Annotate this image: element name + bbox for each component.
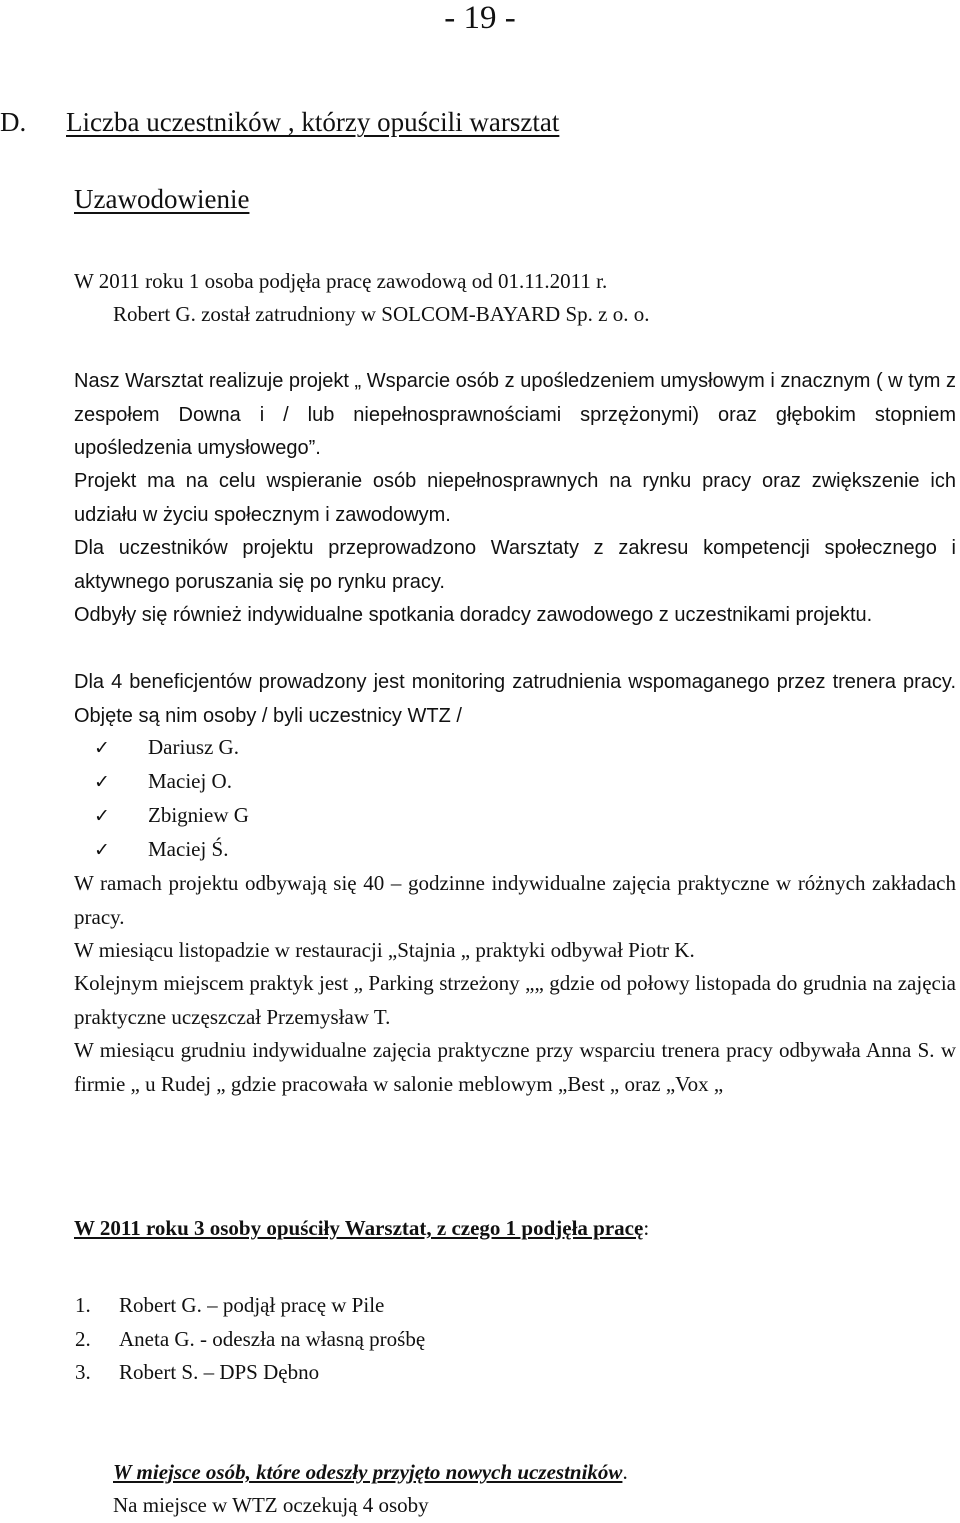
participant-name: Zbigniew G	[148, 803, 249, 827]
list-item	[94, 798, 249, 832]
monitored-participants-list	[94, 730, 249, 866]
checkmark-icon: ✓	[94, 805, 110, 827]
list-number: 2.	[75, 1326, 91, 1351]
waiting-count: Na miejsce w WTZ oczekują 4 osoby	[113, 1493, 429, 1517]
summary-heading	[74, 1215, 649, 1241]
section-letter: D.	[0, 107, 27, 137]
checkmark-icon: ✓	[94, 771, 110, 793]
project-paragraph-3: Dla uczestników projektu przeprowadzono Warsztaty z zakresu kompetencji społecznego i aktywnego poruszania się po rynku pracy.	[74, 537, 956, 593]
left-participants-list	[75, 1289, 425, 1390]
project-paragraph-4: Odbyły się również indywidualne spotkania doradcy zawodowego z uczestnikami projektu.	[74, 604, 873, 626]
summary-heading-colon: :	[643, 1216, 650, 1240]
participant-name: Dariusz G.	[148, 735, 239, 759]
intro-line-1: W 2011 roku 1 osoba podjęła pracę zawodową od 01.11.2011 r.	[74, 269, 608, 293]
page-number: - 19 -	[444, 0, 516, 36]
replacement-statement-period: .	[622, 1460, 628, 1484]
summary-heading-text: W 2011 roku 3 osoby opuściły Warsztat, z czego 1 podjęła pracę	[74, 1216, 644, 1240]
practice-paragraph-2: W miesiącu listopadzie w restauracji „Stajnia „ praktyki odbywał Piotr K.	[74, 938, 695, 962]
practice-paragraph-1: W ramach projektu odbywają się 40 – godzinne indywidualne zajęcia praktyczne w różnych zakładach pracy.	[74, 871, 956, 929]
practice-paragraph-4: W miesiącu grudniu indywidualne zajęcia praktyczne przy wsparciu trenera pracy odbywała Anna S. w firmie „ u Rudej „ gdzie pracowała w salonie meblowym „Best „ oraz „Vox „	[74, 1038, 956, 1096]
list-item	[75, 1323, 425, 1357]
list-item	[75, 1356, 425, 1390]
participant-name: Maciej O.	[148, 769, 232, 793]
list-number: 3.	[75, 1360, 91, 1385]
participant-name: Maciej Ś.	[148, 837, 229, 861]
replacement-statement	[113, 1459, 628, 1485]
replacement-statement-text: W miejsce osób, które odeszły przyjęto nowych uczestników	[113, 1460, 623, 1484]
list-item	[94, 832, 249, 866]
intro-line-2: Robert G. został zatrudniony w SOLCOM-BAYARD Sp. z o. o.	[113, 302, 650, 326]
list-text: Aneta G. - odeszła na własną prośbę	[119, 1326, 426, 1351]
list-item	[94, 730, 249, 764]
project-paragraph-5: Dla 4 beneficjentów prowadzony jest monitoring zatrudnienia wspomaganego przez trenera pracy. Objęte są nim osoby / byli uczestnicy WTZ /	[74, 671, 956, 727]
list-text: Robert S. – DPS Dębno	[119, 1360, 320, 1385]
project-paragraph-1: Nasz Warsztat realizuje projekt „ Wsparcie osób z upośledzeniem umysłowym i znacznym ( w tym z zespołem Downa i / lub niepełnosprawnościami sprzężonymi) oraz głębokim stopniem upośledzenia umysłowego”.	[74, 370, 956, 460]
subsection-title: Uzawodowienie	[74, 184, 250, 214]
checkmark-icon: ✓	[94, 839, 110, 861]
project-paragraph-2: Projekt ma na celu wspieranie osób niepełnosprawnych na rynku pracy oraz zwiększenie ich udziału w życiu społecznym i zawodowym.	[74, 470, 956, 526]
section-title: Liczba uczestników , którzy opuścili warsztat	[66, 107, 560, 137]
list-item	[75, 1289, 425, 1323]
practice-paragraph-3: Kolejnym miejscem praktyk jest „ Parking strzeżony „„ gdzie od połowy listopada do grudnia na zajęcia praktyczne uczęszczał Przemysław T.	[74, 971, 956, 1029]
list-number: 1.	[75, 1293, 91, 1317]
list-text: Robert G. – podjął pracę w Pile	[119, 1293, 385, 1317]
list-item	[94, 764, 249, 798]
section-heading	[0, 106, 960, 140]
checkmark-icon: ✓	[94, 737, 110, 759]
